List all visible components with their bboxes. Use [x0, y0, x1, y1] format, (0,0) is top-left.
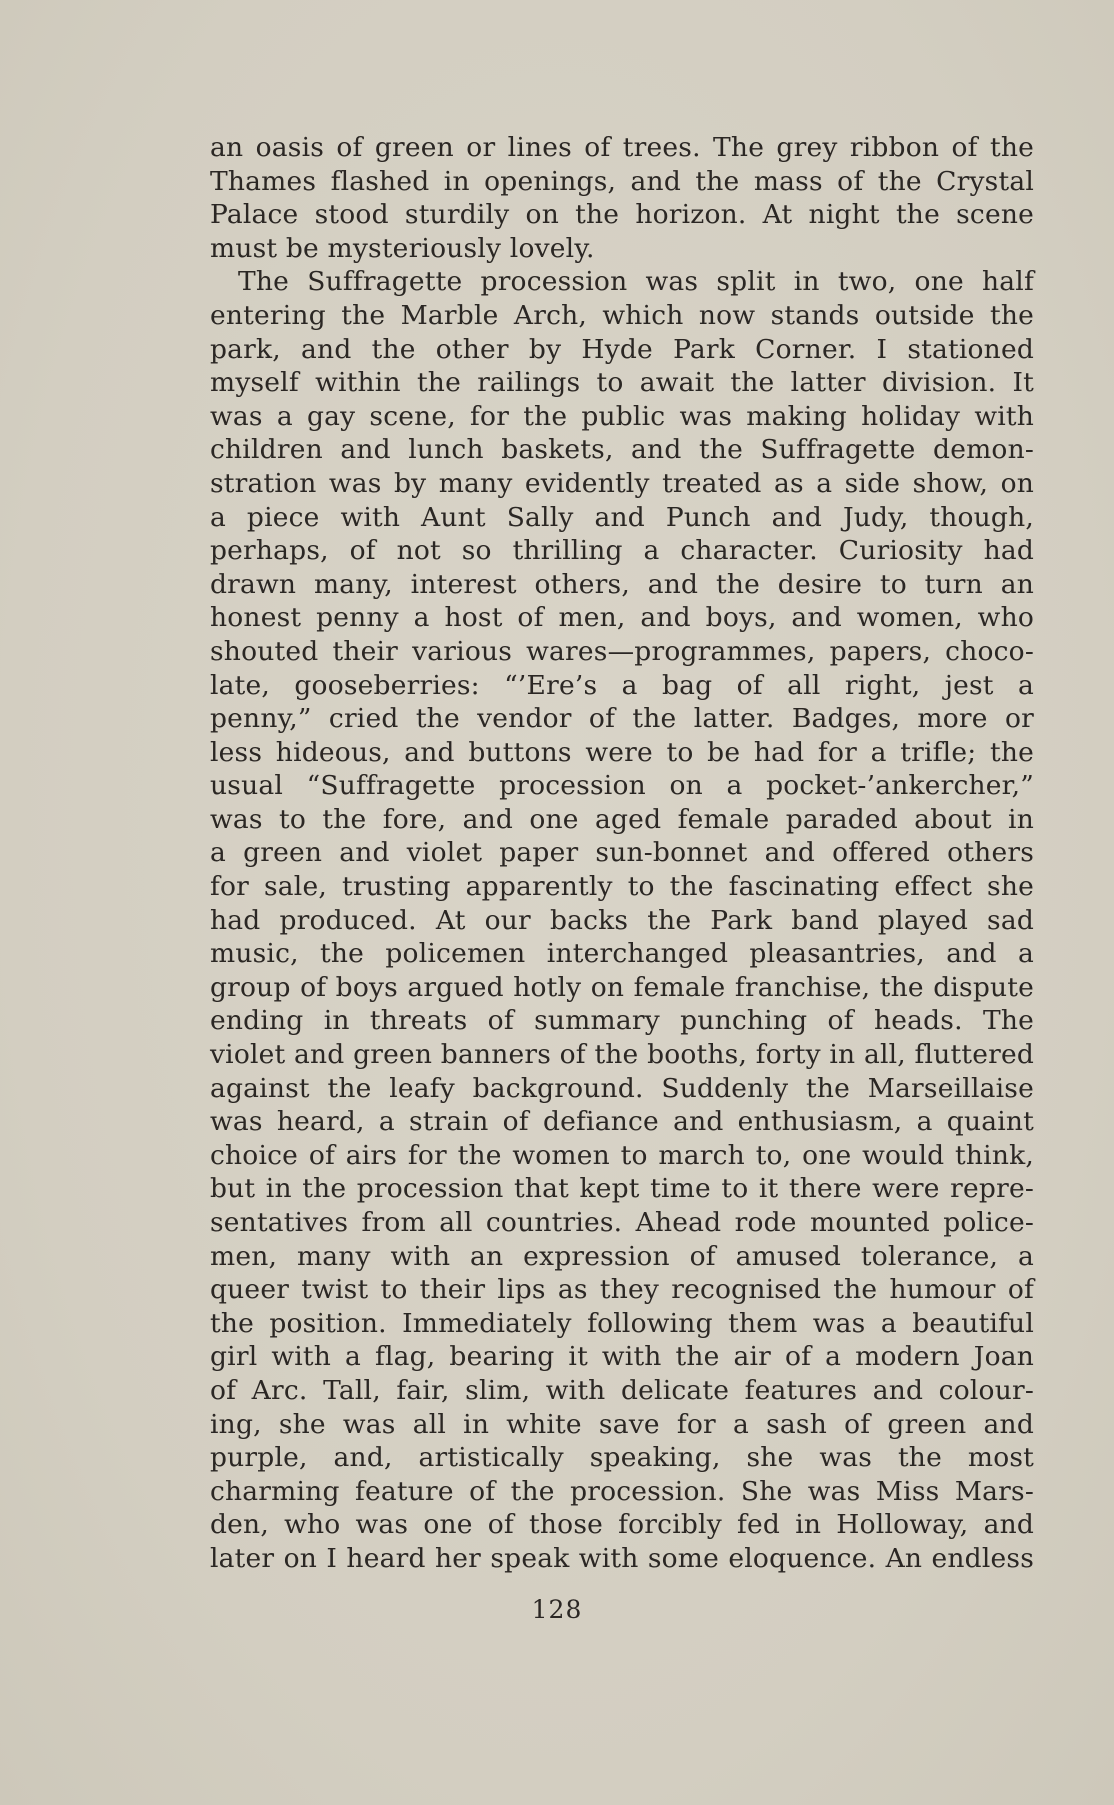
text-line: children and lunch baskets, and the Suffragette demon-	[210, 434, 1034, 466]
text-line: ing, she was all in white save for a sash of green and	[210, 1408, 1034, 1440]
text-line: group of boys argued hotly on female franchise, the dispute	[210, 971, 1034, 1003]
text-line: perhaps, of not so thrilling a character. Curiosity had	[210, 535, 1034, 567]
text-line: had produced. At our backs the Park band played sad	[210, 904, 1034, 936]
text-line: ending in threats of summary punching of heads. The	[210, 1005, 1034, 1037]
text-line: violet and green banners of the booths, forty in all, fluttered	[210, 1039, 1034, 1071]
text-line: but in the procession that kept time to it there were repre-	[210, 1173, 1034, 1205]
text-line: later on I heard her speak with some eloquence. An endless	[210, 1542, 1034, 1574]
text-line: of Arc. Tall, fair, slim, with delicate features and colour-	[210, 1374, 1034, 1406]
text-line: was a gay scene, for the public was making holiday with	[210, 400, 1034, 432]
text-line: sentatives from all countries. Ahead rode mounted police-	[210, 1207, 1034, 1238]
text-line: myself within the railings to await the latter division. It	[210, 367, 1034, 399]
text-line: penny,” cried the vendor of the latter. Badges, more or	[210, 703, 1034, 735]
text-line: less hideous, and buttons were to be had for a trifle; the	[210, 736, 1034, 768]
text-line: drawn many, interest others, and the desire to turn an	[210, 568, 1034, 600]
text-line: music, the policemen interchanged pleasantries, and a	[210, 938, 1034, 970]
text-line: park, and the other by Hyde Park Corner. I stationed	[210, 333, 1034, 365]
text-line: honest penny a host of men, and boys, and women, who	[210, 602, 1034, 634]
body-text	[210, 131, 1034, 1576]
text-line: entering the Marble Arch, which now stands outside the	[210, 299, 1034, 331]
text-line: late, gooseberries: “’Ere’s a bag of all right, jest a	[210, 669, 1034, 701]
page-number: 128	[531, 1595, 583, 1624]
text-line: for sale, trusting apparently to the fascinating effect she	[210, 871, 1034, 903]
text-line: Thames flashed in openings, and the mass of the Crystal	[210, 165, 1034, 197]
text-line: purple, and, artistically speaking, she was the most	[210, 1442, 1034, 1474]
paragraph-start-line: The Suffragette procession was split in two, one half	[238, 266, 1034, 298]
text-line: against the leafy background. Suddenly the Marseillaise	[210, 1072, 1034, 1104]
text-line: stration was by many evidently treated as a side show, on	[210, 467, 1034, 499]
text-line: usual “Suffragette procession on a pocket-’ankercher,”	[210, 770, 1034, 802]
text-line: choice of airs for the women to march to, one would think,	[210, 1139, 1034, 1171]
text-line: the position. Immediately following them was a beautiful	[210, 1307, 1034, 1339]
text-line: must be mysteriously lovely.	[210, 232, 595, 264]
text-line: was heard, a strain of defiance and enthusiasm, a quaint	[210, 1106, 1034, 1138]
text-line: Palace stood sturdily on the horizon. At night the scene	[210, 199, 1034, 231]
text-line: a green and violet paper sun-bonnet and offered others	[210, 837, 1034, 869]
text-line: charming feature of the procession. She was Miss Mars-	[210, 1475, 1034, 1507]
text-line: den, who was one of those forcibly fed in Holloway, and	[210, 1509, 1034, 1541]
text-line: men, many with an expression of amused tolerance, a	[210, 1240, 1034, 1272]
text-line: an oasis of green or lines of trees. The grey ribbon of the	[210, 132, 1034, 163]
text-line: shouted their various wares—programmes, papers, choco-	[210, 635, 1034, 667]
text-line: queer twist to their lips as they recognised the humour of	[210, 1274, 1034, 1306]
text-line: was to the fore, and one aged female paraded about in	[210, 803, 1034, 835]
text-line: a piece with Aunt Sally and Punch and Judy, though,	[210, 501, 1034, 533]
text-line: girl with a flag, bearing it with the air of a modern Joan	[210, 1341, 1034, 1373]
